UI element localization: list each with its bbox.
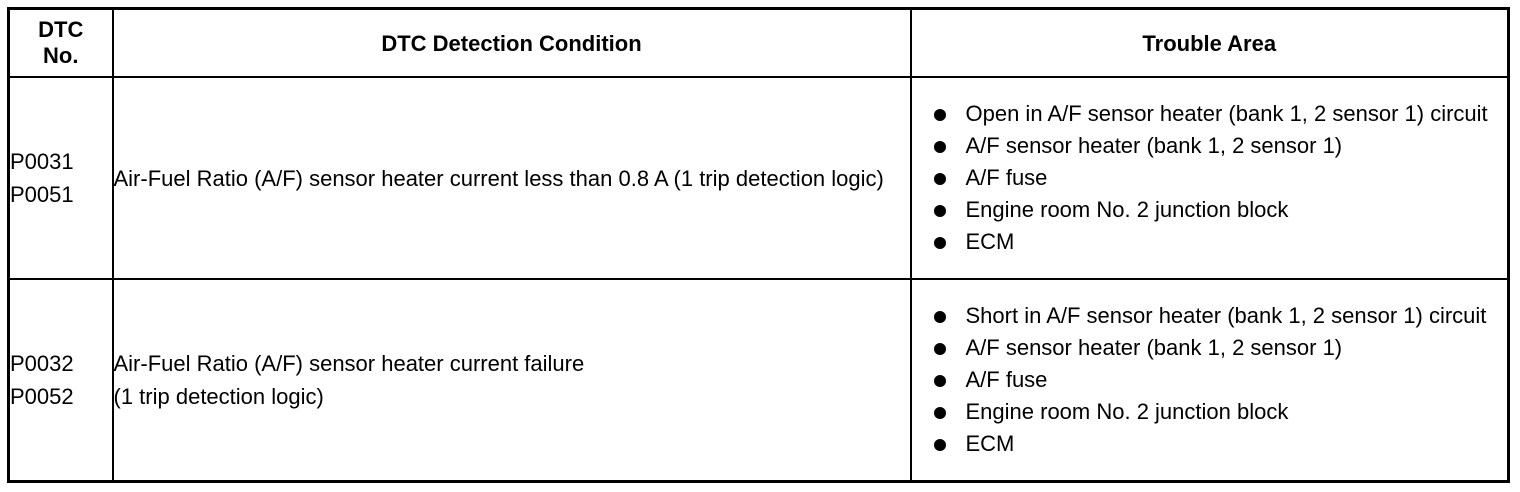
bullet-icon	[934, 311, 946, 323]
bullet-icon	[934, 343, 946, 355]
list-item: A/F sensor heater (bank 1, 2 sensor 1)	[912, 332, 1508, 364]
list-item: Short in A/F sensor heater (bank 1, 2 sensor 1) circuit	[912, 300, 1508, 332]
list-item: Open in A/F sensor heater (bank 1, 2 sensor 1) circuit	[912, 98, 1508, 130]
list-item: ECM	[912, 428, 1508, 460]
header-detection-condition: DTC Detection Condition	[113, 9, 911, 78]
trouble-area-list	[912, 300, 1508, 460]
list-item: A/F fuse	[912, 162, 1508, 194]
list-item: Engine room No. 2 junction block	[912, 194, 1508, 226]
header-row	[9, 9, 1509, 78]
detection-condition-cell: Air-Fuel Ratio (A/F) sensor heater current less than 0.8 A (1 trip detection logic)	[113, 77, 911, 279]
detection-condition-cell: Air-Fuel Ratio (A/F) sensor heater current failure (1 trip detection logic)	[113, 279, 911, 482]
bullet-icon	[934, 173, 946, 185]
dtc-code: P0052	[10, 384, 74, 409]
bullet-icon	[934, 439, 946, 451]
list-item: Engine room No. 2 junction block	[912, 396, 1508, 428]
bullet-icon	[934, 205, 946, 217]
dtc-table	[7, 7, 1510, 483]
bullet-icon	[934, 141, 946, 153]
bullet-icon	[934, 237, 946, 249]
dtc-code: P0032	[10, 351, 74, 376]
trouble-area-cell	[911, 279, 1509, 482]
bullet-icon	[934, 407, 946, 419]
list-item: ECM	[912, 226, 1508, 258]
list-item: A/F sensor heater (bank 1, 2 sensor 1)	[912, 130, 1508, 162]
dtc-code-cell	[9, 279, 113, 482]
dtc-table-wrapper	[7, 7, 1510, 483]
table-row	[9, 279, 1509, 482]
header-trouble-area: Trouble Area	[911, 9, 1509, 78]
header-dtc-no: DTC No.	[9, 9, 113, 78]
dtc-code: P0031	[10, 149, 74, 174]
list-item: A/F fuse	[912, 364, 1508, 396]
dtc-code: P0051	[10, 182, 74, 207]
dtc-code-cell	[9, 77, 113, 279]
trouble-area-list	[912, 98, 1508, 258]
trouble-area-cell	[911, 77, 1509, 279]
bullet-icon	[934, 109, 946, 121]
table-row	[9, 77, 1509, 279]
bullet-icon	[934, 375, 946, 387]
